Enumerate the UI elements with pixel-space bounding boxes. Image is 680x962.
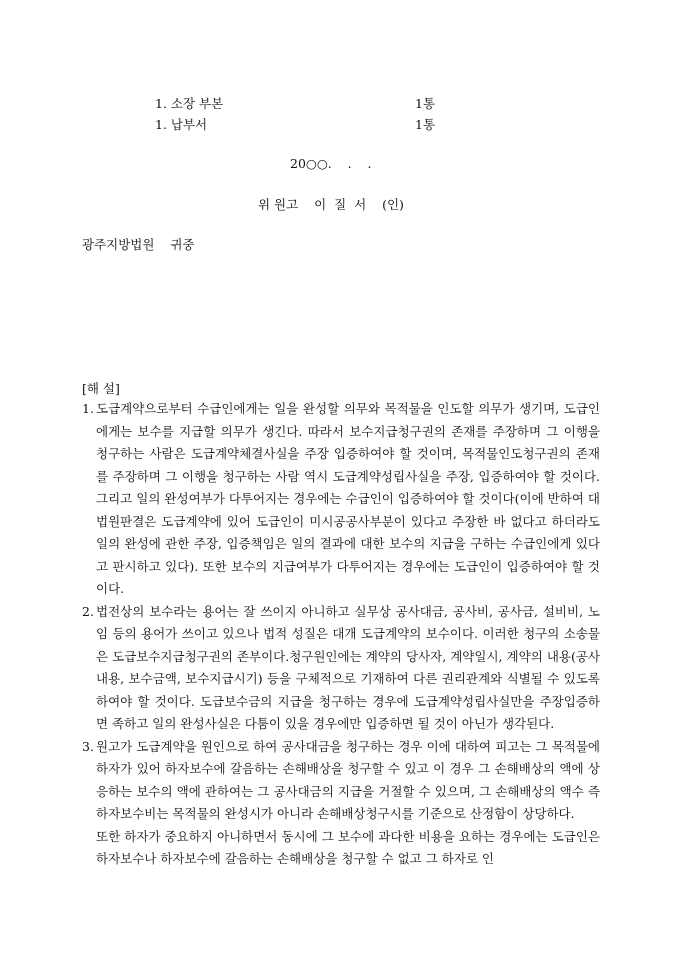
attachment-label: 1. 납부서: [155, 117, 208, 132]
item-text: 도급계약으로부터 수급인에게는 일을 완성할 의무와 목적물을 인도할 의무가 생기며, 도급인에게는 보수를 지급할 의무가 생긴다. 따라서 보수지급청구권의 존재를 주장하며 그 이행을 청구하는 사람은 도급계약체결사실을 주장 입증하여야 할 것이며, 목적물인도청구권의 존재를 주장하며 그 이행을 청구하는 사람 역시 도급계약성립사실을 주장, 입증하여야 할 것이다.그리고 일의 완성여부가 다투어지는 경우에는 수급인이 입증하여야 할 것이다(이에 반하여 대법원판결은 도급계약에 있어 도급인이 미시공공사부분이 있다고 주장한 바 없다고 하더라도 일의 완성에 관한 주장, 입증책임은 일의 결과에 대한 보수의 지급을 구하는 수급인에게 있다고 판시하고 있다). 또한 보수의 지급여부가 다투어지는 경우에는 도급인이 입증하여야 할 것이다.: [96, 401, 600, 596]
item-text: 원고가 도급계약을 원인으로 하여 공사대금을 청구하는 경우 이에 대하여 피고는 그 목적물에 하자가 있어 하자보수에 갈음하는 손해배상을 청구할 수 있고 이 경우 그 손해배상의 액에 상응하는 보수의 액에 관하여는 그 공사대금의 지급을 거절할 수 있으며, 그 손해배상의 액수 즉 하자보수비는 목적물의 완성시가 아니라 손해배상청구시를 기준으로 산정함이 상당하다.: [96, 738, 600, 821]
item-number: 1.: [82, 401, 94, 416]
commentary-item: [82, 736, 600, 826]
document-date: 20○○. . .: [290, 156, 372, 171]
item-text: 법전상의 보수라는 용어는 잘 쓰이지 아니하고 실무상 공사대금, 공사비, 공사금, 설비비, 노임 등의 용어가 쓰이고 있으나 법적 성질은 대개 도급계약의 보수이다. 이러한 청구의 소송물은 도급보수지급청구권의 존부이다.청구원인에는 계약의 당사자, 계약일시, 계약의 내용(공사내용, 보수금액, 보수지급시기) 등을 구체적으로 기재하여 다른 권리관계와 식별될 수 있도록 하여야 할 것이다. 도급보수금의 지급을 청구하는 경우에 도급계약성립사실만을 주장입증하면 족하고 일의 완성사실은 다툼이 있을 경우에만 입증하면 될 것이 아닌가 생각된다.: [96, 603, 600, 731]
commentary-list: [82, 398, 600, 871]
commentary-item: [82, 601, 600, 736]
attachment-count: 1통: [415, 117, 436, 132]
plaintiff-signature: 위 원고 이 질 서 (인): [258, 197, 404, 212]
court-addressee: 광주지방법원 귀중: [82, 237, 195, 252]
commentary-item: [82, 398, 600, 601]
commentary-heading: [해 설]: [82, 381, 120, 396]
attachment-label: 1. 소장 부본: [155, 96, 224, 111]
attachment-count: 1통: [415, 96, 436, 111]
item-number: 3.: [82, 738, 94, 754]
item-continuation-paragraph: 또한 하자가 중요하지 아니하면서 동시에 그 보수에 과다한 비용을 요하는 경우에는 도급인은 하자보수나 하자보수에 갈음하는 손해배상을 청구할 수 없고 그 하자로 인: [96, 828, 600, 866]
item-number: 2.: [82, 603, 94, 619]
